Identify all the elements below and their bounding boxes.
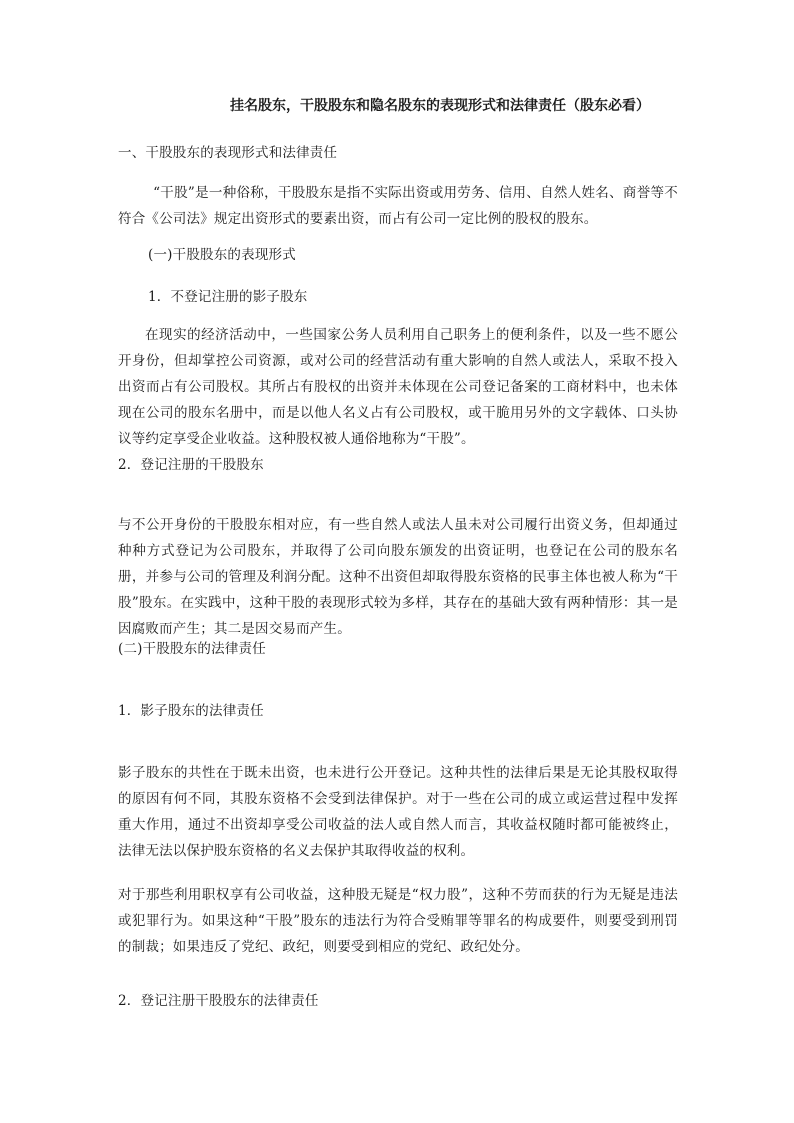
document-title: 挂名股东，干股股东和隐名股东的表现形式和法律责任（股东必看）: [230, 98, 650, 114]
item-heading-shadow-shareholder: 1．不登记注册的影子股东: [148, 289, 308, 305]
item-heading-registered-shareholder: 2．登记注册的干股股东: [118, 457, 264, 473]
item-heading-shadow-liability: 1．影子股东的法律责任: [118, 703, 264, 719]
subsection-heading-liability: (二)干股股东的法律责任: [118, 641, 266, 657]
paragraph-shadow-liability: 影子股东的共性在于既未出资，也未进行公开登记。这种共性的法律后果是无论其股权取得的原因有何不同，其股东资格不会受到法律保护。对于一些在公司的成立或运营过程中发挥重大作用，通过不出资却享受公司收益的法人或自然人而言，其收益权随时都可能被终止，法律无法以保护股东资格的名义去保护其取得收益的权利。: [118, 765, 678, 859]
paragraph-shadow-shareholder: 在现实的经济活动中，一些国家公务人员利用自己职务上的便利条件，以及一些不愿公开身份，但却掌控公司资源，或对公司的经营活动有重大影响的自然人或法人，采取不投入出资而占有公司股权。其所占有股权的出资并未体现在公司登记备案的工商材料中，也未体现在公司的股东名册中，而是以他人名义占有公司股权，或干脆用另外的文字载体、口头协议等约定享受企业收益。这种股权被人通俗地称为“干股”。: [118, 327, 678, 447]
item-heading-registered-liability: 2．登记注册干股股东的法律责任: [118, 993, 319, 1009]
section-heading-1: 一、干股股东的表现形式和法律责任: [118, 145, 338, 161]
paragraph-registered-shareholder: 与不公开身份的干股股东相对应，有一些自然人或法人虽未对公司履行出资义务，但却通过种种方式登记为公司股东，并取得了公司向股东颁发的出资证明，也登记在公司的股东名册，并参与公司的管理及利润分配。这种不出资但却取得股东资格的民事主体也被人称为“干股”股东。在实践中，这种干股的表现形式较为多样，其存在的基础大致有两种情形：其一是因腐败而产生；其二是因交易而产生。: [118, 517, 678, 637]
paragraph-definition: “干股”是一种俗称，干股股东是指不实际出资或用劳务、信用、自然人姓名、商誉等不符合《公司法》规定出资形式的要素出资，而占有公司一定比例的股权的股东。: [118, 185, 678, 227]
subsection-heading-forms: (一)干股股东的表现形式: [148, 247, 296, 263]
paragraph-power-shares: 对于那些利用职权享有公司收益，这种股无疑是“权力股”，这种不劳而获的行为无疑是违法或犯罪行为。如果这种“干股”股东的违法行为符合受贿罪等罪名的构成要件，则要受到刑罚的制裁；如果违反了党纪、政纪，则要受到相应的党纪、政纪处分。: [118, 887, 678, 955]
